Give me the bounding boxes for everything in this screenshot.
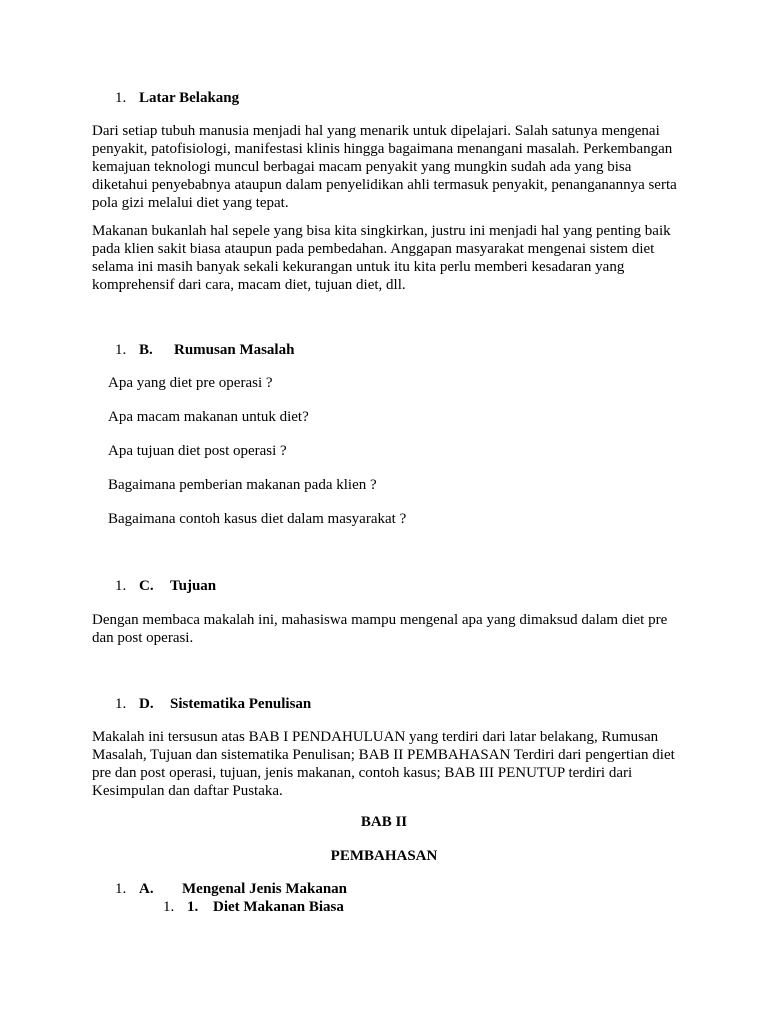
question-item: Bagaimana contoh kasus diet dalam masyarakat ? — [108, 511, 407, 527]
list-number: 1. — [115, 578, 127, 594]
list-number: 1. — [115, 90, 127, 106]
chapter-title: PEMBAHASAN — [330, 848, 438, 864]
section-letter: C. — [139, 578, 154, 594]
question-item: Bagaimana pemberian makanan pada klien ? — [108, 477, 377, 493]
section-letter: B. — [139, 342, 153, 358]
section-letter: D. — [139, 696, 154, 712]
list-number: 1. — [163, 899, 175, 915]
list-number: 1. — [115, 342, 127, 358]
question-item: Apa macam makanan untuk diet? — [108, 409, 309, 425]
section-title: Latar Belakang — [139, 90, 240, 106]
chapter-label: BAB II — [360, 814, 408, 830]
list-number: 1. — [115, 881, 127, 897]
paragraph-tujuan: Dengan membaca makalah ini, mahasiswa mampu mengenal apa yang dimaksud dalam diet pre dan post operasi. — [92, 612, 668, 646]
section-title: Mengenal Jenis Makanan — [182, 881, 348, 897]
section-title: Rumusan Masalah — [174, 342, 295, 358]
sub-number: 1. — [187, 899, 199, 915]
section-title: Diet Makanan Biasa — [213, 899, 344, 915]
section-title: Sistematika Penulisan — [170, 696, 312, 712]
paragraph-latar-2: Makanan bukanlah hal sepele yang bisa kita singkirkan, justru ini menjadi hal yang penting baik pada klien sakit biasa ataupun pada pembedahan. Anggapan masyarakat mengenai sistem diet selama ini masih banyak sekali kekurangan untuk itu kita perlu memberi kesadaran yang komprehensif dari cara, macam diet, tujuan diet, dll. — [92, 223, 671, 293]
section-letter: A. — [139, 881, 154, 897]
question-item: Apa yang diet pre operasi ? — [108, 375, 273, 391]
list-number: 1. — [115, 696, 127, 712]
paragraph-latar-1: Dari setiap tubuh manusia menjadi hal yang menarik untuk dipelajari. Salah satunya mengenai penyakit, patofisiologi, manifestasi klinis hingga bagaimana menangani masalah. Perkembangan kemajuan teknologi muncul berbagai macam penyakit yang mungkin sudah ada yang bisa diketahui penyebabnya ataupun dalam penyelidikan ahli termasuk penyakit, penanganannya serta pola gizi melalui diet yang tepat. — [92, 123, 677, 211]
question-item: Apa tujuan diet post operasi ? — [108, 443, 287, 459]
section-title: Tujuan — [170, 578, 217, 594]
paragraph-sistematika: Makalah ini tersusun atas BAB I PENDAHULUAN yang terdiri dari latar belakang, Rumusan Masalah, Tujuan dan sistematika Penulisan; BAB II PEMBAHASAN Terdiri dari pengertian diet pre dan post operasi, tujuan, jenis makanan, contoh kasus; BAB III PENUTUP terdiri dari Kesimpulan dan daftar Pustaka. — [92, 729, 675, 799]
